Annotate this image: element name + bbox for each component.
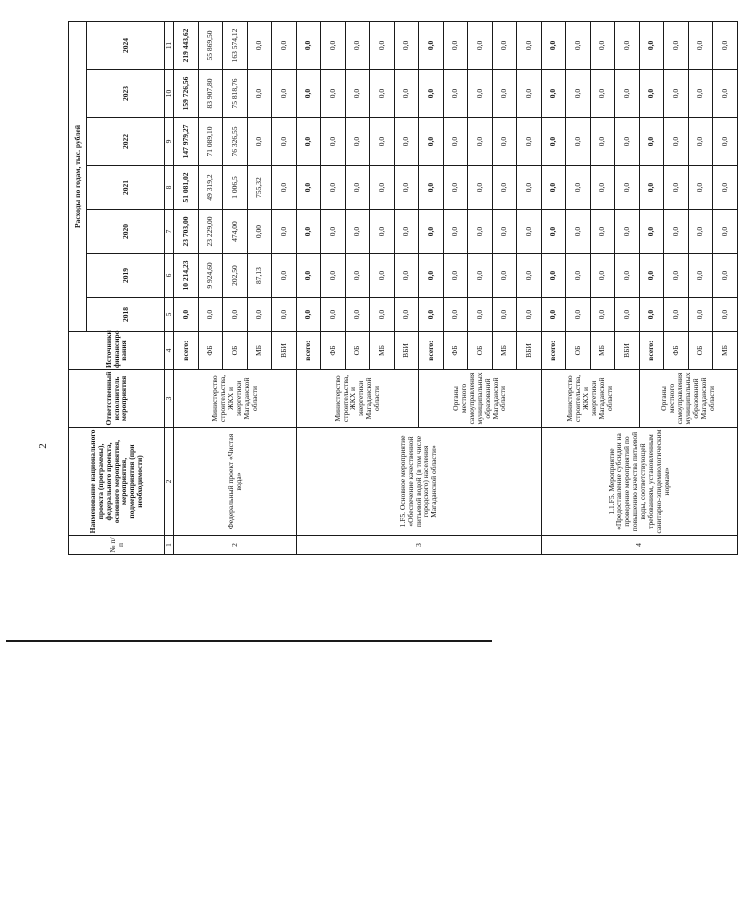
expense-value: 0,0 [296,166,321,210]
budget-table [68,21,738,555]
expense-value: 0,0 [223,298,248,332]
expense-value: 0,0 [517,70,542,118]
expense-value: 0,0 [443,298,468,332]
expense-value: 0,0 [492,70,517,118]
expense-value: 0,0 [174,298,199,332]
expense-value: 0,0 [370,118,395,166]
expense-value: 0,0 [370,254,395,298]
expense-value: 0,0 [566,70,591,118]
expense-value: 0,0 [664,254,689,298]
funding-source: всего: [541,332,566,370]
expense-value: 0,0 [394,118,419,166]
expense-value: 0,0 [590,254,615,298]
expense-value: 0,0 [492,21,517,69]
header-expenses: Расходы по годам, тыс. рублей [69,21,87,331]
expense-value: 0,0 [713,21,738,69]
expense-value: 0,0 [272,254,297,298]
expense-value: 0,0 [345,118,370,166]
horizontal-rule [6,640,492,642]
funding-source: ВБИ [615,332,640,370]
expense-value: 0,0 [272,166,297,210]
funding-source: ФБ [443,332,468,370]
measure-name: 1.1.F5. Мероприятие «Предоставление субсидии на проведение мероприятий по повышению качества питьевой воды, соответствующей требованиям, установленным санитарно-эпидемиологическим нормам» [541,428,737,536]
expense-value: 10 214,23 [174,254,199,298]
expense-value: 0,0 [443,70,468,118]
expense-value: 0,0 [639,118,664,166]
expense-value: 0,0 [615,298,640,332]
expense-value: 0,0 [468,210,493,254]
expense-value: 51 081,02 [174,166,199,210]
expense-value: 0,0 [272,70,297,118]
expense-value: 755,32 [247,166,272,210]
expense-value: 0,0 [541,166,566,210]
funding-source: МБ [590,332,615,370]
expense-value: 0,0 [590,166,615,210]
expense-value: 0,0 [419,254,444,298]
row-number: 3 [296,536,541,555]
expense-value: 0,0 [615,210,640,254]
expense-value: 87,13 [247,254,272,298]
budget-table-frame [68,22,729,555]
header-col-number: 3 [165,370,174,428]
expense-value: 0,0 [713,254,738,298]
expense-value: 0,0 [688,298,713,332]
funding-source: МБ [247,332,272,370]
expense-value: 0,0 [688,166,713,210]
expense-value: 0,0 [566,298,591,332]
expense-value: 0,0 [688,21,713,69]
header-col-number: 2 [165,428,174,536]
header-no: № п/п [69,536,165,555]
expense-value: 0,0 [492,166,517,210]
header-col-number: 9 [165,118,174,166]
expense-value: 0,0 [713,118,738,166]
expense-value: 55 869,50 [198,21,223,69]
funding-source: ОБ [688,332,713,370]
expense-value: 0,0 [639,21,664,69]
header-year: 2018 [87,298,165,332]
expense-value: 0,0 [639,254,664,298]
expense-value: 0,0 [345,298,370,332]
expense-value: 0,0 [541,210,566,254]
expense-value: 0,0 [468,166,493,210]
funding-source: ВБИ [517,332,542,370]
funding-source: ФБ [321,332,346,370]
header-name: Наименование национального проекта (программы), федерального проекта, основного мероприятия, мероприятия, подмероприятия (при необходимости) [69,428,165,536]
page-number: 2 [36,443,49,449]
header-col-number: 6 [165,254,174,298]
expense-value: 0,0 [247,21,272,69]
header-col-number: 7 [165,210,174,254]
funding-source: ОБ [345,332,370,370]
expense-value: 0,00 [247,210,272,254]
header-col-number: 1 [165,536,174,555]
expense-value: 0,0 [639,210,664,254]
expense-value: 0,0 [639,70,664,118]
expense-value: 0,0 [394,210,419,254]
expense-value: 0,0 [443,210,468,254]
expense-value: 0,0 [443,254,468,298]
expense-value: 0,0 [688,118,713,166]
expense-value: 0,0 [345,166,370,210]
responsible-executor: Органы местного самоуправления муниципальных образований Магаданской области [419,370,542,428]
expense-value: 0,0 [713,70,738,118]
expense-value: 0,0 [370,21,395,69]
expense-value: 0,0 [272,298,297,332]
measure-name: Федеральный проект «Чистая вода» [174,428,297,536]
expense-value: 0,0 [370,210,395,254]
expense-value: 0,0 [615,254,640,298]
expense-value: 0,0 [688,254,713,298]
expense-value: 0,0 [566,210,591,254]
expense-value: 76 326,55 [223,118,248,166]
expense-value: 0,0 [664,21,689,69]
responsible-executor: Министерство строительства, ЖКХ и энергетики Магаданской области [296,370,419,428]
expense-value: 0,0 [566,21,591,69]
expense-value: 71 089,10 [198,118,223,166]
expense-value: 0,0 [492,210,517,254]
expense-value: 0,0 [566,118,591,166]
table-row [174,21,199,554]
expense-value: 0,0 [664,166,689,210]
expense-value: 0,0 [468,21,493,69]
header-col-number: 10 [165,70,174,118]
expense-value: 219 443,62 [174,21,199,69]
funding-source: ФБ [198,332,223,370]
expense-value: 202,50 [223,254,248,298]
expense-value: 0,0 [639,298,664,332]
expense-value: 0,0 [296,254,321,298]
funding-source: всего: [174,332,199,370]
expense-value: 1 006,5 [223,166,248,210]
funding-source: всего: [419,332,444,370]
expense-value: 0,0 [664,210,689,254]
header-year: 2022 [87,118,165,166]
expense-value: 23 229,00 [198,210,223,254]
expense-value: 0,0 [394,21,419,69]
expense-value: 0,0 [296,298,321,332]
expense-value: 0,0 [321,210,346,254]
expense-value: 0,0 [370,70,395,118]
expense-value: 0,0 [394,70,419,118]
expense-value: 0,0 [590,298,615,332]
expense-value: 0,0 [517,21,542,69]
header-col-number: 5 [165,298,174,332]
expense-value: 0,0 [321,70,346,118]
expense-value: 0,0 [688,70,713,118]
expense-value: 0,0 [443,118,468,166]
expense-value: 0,0 [590,210,615,254]
expense-value: 0,0 [517,166,542,210]
expense-value: 0,0 [296,21,321,69]
expense-value: 49 319,2 [198,166,223,210]
expense-value: 0,0 [443,166,468,210]
expense-value: 0,0 [419,166,444,210]
expense-value: 0,0 [345,210,370,254]
expense-value: 0,0 [345,254,370,298]
expense-value: 0,0 [247,298,272,332]
expense-value: 0,0 [615,118,640,166]
expense-value: 0,0 [664,70,689,118]
header-year: 2020 [87,210,165,254]
header-source: Источники финансиро вания [69,332,165,370]
expense-value: 0,0 [541,254,566,298]
expense-value: 0,0 [394,298,419,332]
expense-value: 0,0 [541,298,566,332]
expense-value: 0,0 [394,254,419,298]
funding-source: ФБ [664,332,689,370]
expense-value: 9 924,60 [198,254,223,298]
expense-value: 159 726,56 [174,70,199,118]
expense-value: 0,0 [639,166,664,210]
expense-value: 0,0 [419,210,444,254]
expense-value: 0,0 [247,70,272,118]
expense-value: 0,0 [517,210,542,254]
expense-value: 0,0 [590,118,615,166]
expense-value: 0,0 [345,21,370,69]
expense-value: 0,0 [247,118,272,166]
expense-value: 0,0 [492,118,517,166]
expense-value: 147 979,27 [174,118,199,166]
expense-value: 0,0 [345,70,370,118]
expense-value: 0,0 [541,70,566,118]
expense-value: 0,0 [321,118,346,166]
expense-value: 0,0 [566,166,591,210]
expense-value: 0,0 [492,298,517,332]
funding-source: МБ [370,332,395,370]
expense-value: 0,0 [713,166,738,210]
expense-value: 0,0 [468,254,493,298]
funding-source: ОБ [223,332,248,370]
funding-source: ВБИ [272,332,297,370]
header-col-number: 11 [165,21,174,69]
expense-value: 0,0 [541,21,566,69]
expense-value: 0,0 [664,298,689,332]
expense-value: 0,0 [321,166,346,210]
funding-source: ОБ [468,332,493,370]
expense-value: 0,0 [419,21,444,69]
expense-value: 0,0 [615,21,640,69]
funding-source: ОБ [566,332,591,370]
expense-value: 0,0 [296,210,321,254]
expense-value: 0,0 [517,118,542,166]
expense-value: 0,0 [590,21,615,69]
expense-value: 0,0 [321,21,346,69]
expense-value: 0,0 [419,70,444,118]
expense-value: 0,0 [713,298,738,332]
responsible-executor: Министерство строительства, ЖКХ и энергетики Магаданской области [174,370,297,428]
expense-value: 0,0 [296,70,321,118]
header-year: 2021 [87,166,165,210]
funding-source: всего: [296,332,321,370]
header-col-number: 8 [165,166,174,210]
responsible-executor: Министерство строительства, ЖКХ и энергетики Магаданской области [541,370,639,428]
budget-table-rotated [68,22,729,555]
expense-value: 0,0 [615,166,640,210]
expense-value: 0,0 [370,166,395,210]
row-number: 4 [541,536,737,555]
expense-value: 0,0 [272,210,297,254]
funding-source: ВБИ [394,332,419,370]
expense-value: 0,0 [713,210,738,254]
row-number: 2 [174,536,297,555]
expense-value: 163 574,12 [223,21,248,69]
expense-value: 0,0 [370,298,395,332]
header-year: 2024 [87,21,165,69]
expense-value: 0,0 [688,210,713,254]
responsible-executor: Органы местного самоуправления муниципальных образований Магаданской области [639,370,737,428]
expense-value: 0,0 [468,118,493,166]
expense-value: 0,0 [517,254,542,298]
header-year: 2023 [87,70,165,118]
expense-value: 0,0 [321,298,346,332]
expense-value: 0,0 [419,298,444,332]
expense-value: 0,0 [394,166,419,210]
expense-value: 23 703,00 [174,210,199,254]
table-row [541,21,566,554]
expense-value: 0,0 [590,70,615,118]
expense-value: 75 818,76 [223,70,248,118]
expense-value: 0,0 [541,118,566,166]
expense-value: 83 907,80 [198,70,223,118]
expense-value: 0,0 [419,118,444,166]
expense-value: 0,0 [321,254,346,298]
expense-value: 0,0 [296,118,321,166]
expense-value: 0,0 [615,70,640,118]
expense-value: 0,0 [492,254,517,298]
expense-value: 474,00 [223,210,248,254]
header-col-number: 4 [165,332,174,370]
expense-value: 0,0 [566,254,591,298]
funding-source: МБ [492,332,517,370]
header-year: 2019 [87,254,165,298]
funding-source: МБ [713,332,738,370]
measure-name: 1.F5. Основное мероприятие «Обеспечение качественной питьевой водой (в том числе городского) населения Магаданской области» [296,428,541,536]
expense-value: 0,0 [468,70,493,118]
expense-value: 0,0 [198,298,223,332]
funding-source: всего: [639,332,664,370]
expense-value: 0,0 [468,298,493,332]
header-responsible: Ответственный исполнитель мероприятия [69,370,165,428]
table-row [296,21,321,554]
expense-value: 0,0 [664,118,689,166]
expense-value: 0,0 [272,21,297,69]
expense-value: 0,0 [517,298,542,332]
expense-value: 0,0 [272,118,297,166]
expense-value: 0,0 [443,21,468,69]
